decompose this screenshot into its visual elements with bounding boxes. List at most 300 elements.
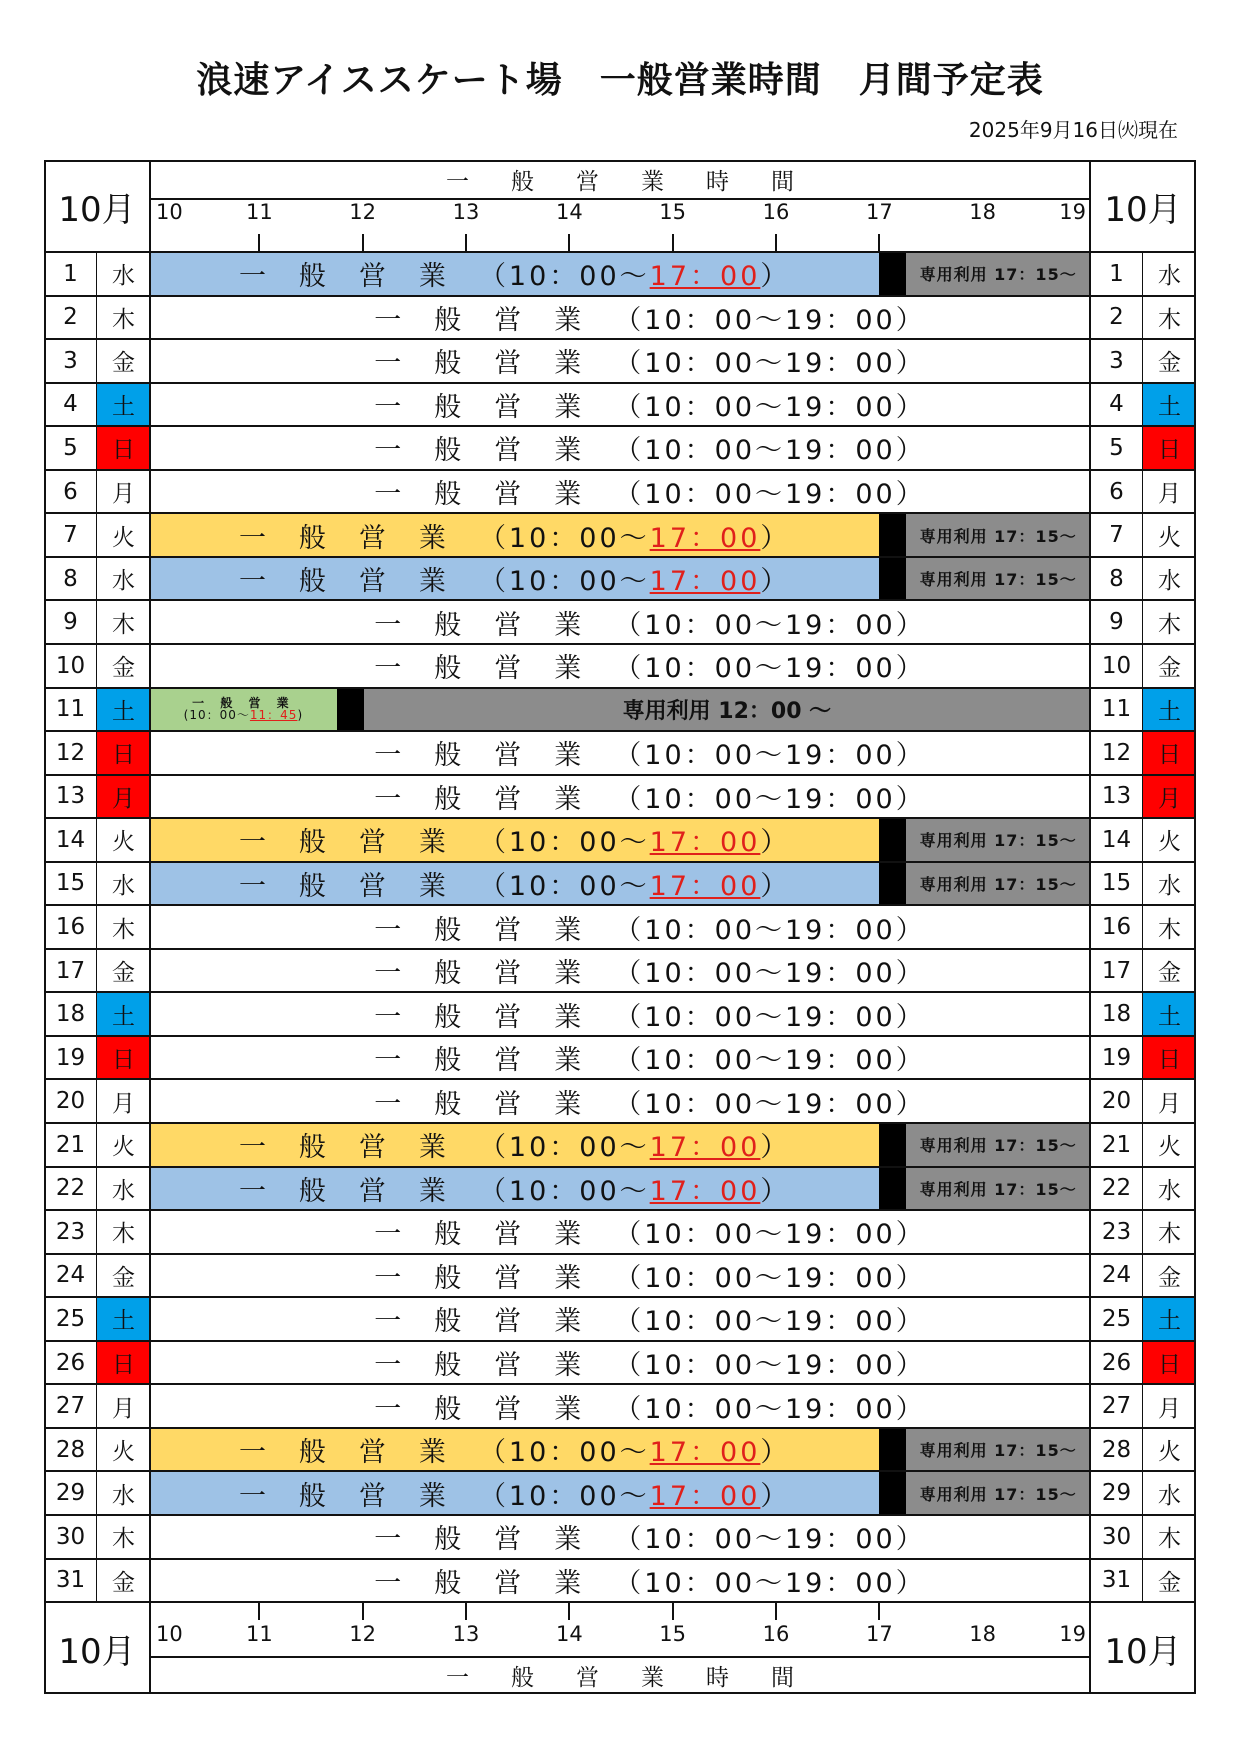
row-rule: [44, 774, 1196, 776]
general-hours: [150, 339, 1090, 383]
weekday: 日: [97, 731, 150, 775]
hours-text: （10：00～19：00）: [614, 1306, 926, 1338]
row-rule: [44, 1253, 1196, 1255]
hours-text: （10：00～19：00）: [614, 1350, 926, 1382]
footer-tick: [465, 1602, 467, 1620]
private-label: 専用利用 17：15～: [919, 265, 1077, 285]
row-rule: [44, 599, 1196, 601]
day-number-right: 4: [1109, 391, 1124, 418]
private-label: 専用利用 12：00 ～: [622, 698, 832, 724]
general-hours: [150, 600, 1090, 644]
header-month-left: 10月: [58, 189, 136, 230]
hours-text-end: ）: [760, 1480, 791, 1512]
general-label: 一 般 営 業: [374, 914, 615, 946]
row-rule: [44, 1470, 1196, 1472]
closed-gap: [879, 1428, 906, 1472]
day-row: [44, 818, 1196, 862]
day-row: [44, 339, 1196, 383]
row-rule: [44, 425, 1196, 427]
hours-text: （10：00～: [478, 870, 650, 902]
day-row: [44, 1341, 1196, 1385]
footer-hour-label: 13: [452, 1622, 480, 1647]
footer-tick: [258, 1602, 260, 1620]
closed-gap: [879, 513, 906, 557]
hours-text: （10：00～: [478, 261, 650, 293]
day-number: 5: [63, 434, 78, 461]
hours-text: （10：00～: [478, 1132, 650, 1164]
weekday: 金: [112, 1569, 135, 1596]
day-row: [44, 470, 1196, 514]
hours-text: （10：00～19：00）: [614, 1262, 926, 1294]
general-hours: [150, 1254, 1090, 1298]
day-number: 28: [55, 1436, 86, 1463]
day-row: [44, 1036, 1196, 1080]
private-label: 専用利用 17：15～: [919, 1179, 1077, 1199]
weekday-right: 木: [1158, 1526, 1181, 1553]
general-label: 一 般 営 業: [192, 695, 295, 710]
close-time: 17：00: [649, 827, 761, 859]
header-hour-label: 14: [555, 200, 583, 224]
closed-gap: [879, 1167, 906, 1211]
footer-tick: [878, 1602, 880, 1620]
day-number-right: 7: [1109, 522, 1124, 549]
hours-text: （10：00～: [478, 827, 650, 859]
header-hour-label: 15: [659, 200, 687, 224]
day-number-right: 1: [1109, 260, 1124, 287]
general-hours: [150, 557, 879, 601]
day-number: 11: [55, 696, 86, 723]
hours-text: （10：00～: [478, 566, 650, 598]
day-number-right: 18: [1101, 1001, 1132, 1028]
day-row: [44, 1428, 1196, 1472]
day-number-right: 6: [1109, 478, 1124, 505]
day-row: [44, 1079, 1196, 1123]
day-row: [44, 1384, 1196, 1428]
schedule-table: [44, 160, 1196, 1689]
day-number: 26: [55, 1349, 86, 1376]
general-label: 一 般 営 業: [238, 870, 479, 902]
close-time: 17：00: [649, 566, 761, 598]
header-tick: [672, 234, 674, 252]
weekday: 水: [112, 263, 135, 290]
header-tick: [362, 234, 364, 252]
day-number-right: 9: [1109, 609, 1124, 636]
weekday: 金: [112, 1264, 135, 1291]
day-row: [44, 1254, 1196, 1298]
weekday-right: 水: [1158, 1177, 1181, 1204]
border-top: [44, 160, 1196, 162]
day-number: 12: [55, 739, 86, 766]
general-label: 一 般 営 業: [238, 1480, 479, 1512]
day-row: [44, 1123, 1196, 1167]
hours-text-end: ）: [760, 827, 791, 859]
hours-text: （10：00～19：00）: [614, 479, 926, 511]
day-number-right: 8: [1109, 565, 1124, 592]
day-row: [44, 252, 1196, 296]
general-label: 一 般 営 業: [374, 435, 615, 467]
general-hours: [150, 1341, 1090, 1385]
general-hours: [150, 1123, 879, 1167]
general-hours: [150, 688, 337, 732]
general-label: 一 般 営 業: [238, 566, 479, 598]
sep-right-block: [1089, 160, 1091, 1694]
day-number-right: 25: [1101, 1305, 1132, 1332]
weekday: 月: [112, 1395, 135, 1422]
weekday-right: 木: [1158, 611, 1181, 638]
general-label: 一 般 営 業: [374, 1262, 615, 1294]
weekday: 日: [97, 1341, 150, 1385]
hours-text: （10：00～19：00）: [614, 1393, 926, 1425]
private-label: 専用利用 17：15～: [919, 831, 1077, 851]
day-row: [44, 1210, 1196, 1254]
border-left: [44, 160, 46, 1694]
general-hours: [150, 1515, 1090, 1559]
row-rule: [44, 1558, 1196, 1560]
hours-text: （10：00～: [478, 1480, 650, 1512]
footer-title: 一般営業時間: [446, 1664, 836, 1691]
general-label: 一 般 営 業: [238, 827, 479, 859]
hours-text: （10：00～19：00）: [614, 783, 926, 815]
footer-tick: [362, 1602, 364, 1620]
general-hours: [150, 775, 1090, 819]
weekday: 土: [97, 688, 150, 732]
general-hours: [150, 1297, 1090, 1341]
row-rule: [44, 556, 1196, 558]
row-rule: [44, 1340, 1196, 1342]
footer-month-left: 10月: [58, 1631, 136, 1672]
weekday-right: 土: [1143, 383, 1196, 427]
day-row: [44, 731, 1196, 775]
sep-left-block: [149, 160, 151, 1694]
hours-open: (10：00～: [183, 708, 250, 723]
day-number: 4: [63, 391, 78, 418]
general-hours: [150, 949, 1090, 993]
day-number: 21: [55, 1131, 86, 1158]
day-number-right: 27: [1101, 1393, 1132, 1420]
footer-tick: [775, 1602, 777, 1620]
weekday-right: 月: [1158, 481, 1181, 508]
weekday: 日: [97, 426, 150, 470]
general-hours: [150, 426, 1090, 470]
header-tick: [775, 234, 777, 252]
footer-hour-label: 12: [349, 1622, 377, 1647]
row-rule: [44, 687, 1196, 689]
general-hours: [150, 731, 1090, 775]
weekday-right: 木: [1158, 916, 1181, 943]
header-tick: [568, 234, 570, 252]
hours-text: （10：00～19：00）: [614, 304, 926, 336]
hours-text: （10：00～: [478, 1437, 650, 1469]
general-label: 一 般 営 業: [374, 1088, 615, 1120]
private-label: 専用利用 17：15～: [919, 1441, 1077, 1461]
day-number-right: 3: [1109, 347, 1124, 374]
day-number: 8: [63, 565, 78, 592]
day-number-right: 16: [1101, 914, 1132, 941]
weekday-right: 火: [1158, 829, 1181, 856]
day-row: [44, 383, 1196, 427]
private-label: 専用利用 17：15～: [919, 1484, 1077, 1504]
general-hours: [150, 992, 1090, 1036]
header-hour-label: 19: [1059, 200, 1086, 224]
border-right: [1194, 160, 1196, 1694]
row-rule: [44, 1209, 1196, 1211]
day-number-right: 19: [1101, 1044, 1132, 1071]
day-row: [44, 992, 1196, 1036]
day-number-right: 22: [1101, 1175, 1132, 1202]
weekday-right: 水: [1158, 1482, 1181, 1509]
weekday: 火: [112, 524, 135, 551]
row-rule: [44, 1166, 1196, 1168]
hours-text-end: ）: [760, 566, 791, 598]
footer-month-right: 10月: [1104, 1631, 1182, 1672]
general-label: 一 般 営 業: [374, 1045, 615, 1077]
hours-text: （10：00～19：00）: [614, 391, 926, 423]
hours-text-end: ）: [760, 522, 791, 554]
row-rule: [44, 948, 1196, 950]
general-hours: [150, 513, 879, 557]
general-label: 一 般 営 業: [374, 348, 615, 380]
weekday: 土: [97, 992, 150, 1036]
private-use: [906, 557, 1090, 601]
row-rule: [44, 469, 1196, 471]
weekday-right: 月: [1158, 1090, 1181, 1117]
header-hour-label: 13: [452, 200, 480, 224]
day-row: [44, 426, 1196, 470]
day-row: [44, 644, 1196, 688]
weekday: 木: [112, 916, 135, 943]
close-time: 11：45: [249, 708, 298, 723]
general-label: 一 般 営 業: [238, 1132, 479, 1164]
day-number: 9: [63, 609, 78, 636]
footer-hour-label: 16: [762, 1622, 790, 1647]
day-number-right: 5: [1109, 434, 1124, 461]
hours-text: （10：00～19：00）: [614, 958, 926, 990]
general-label: 一 般 営 業: [374, 1219, 615, 1251]
weekday-right: 木: [1158, 306, 1181, 333]
day-number-right: 28: [1101, 1436, 1132, 1463]
weekday: 木: [112, 1221, 135, 1248]
day-number-right: 17: [1101, 957, 1132, 984]
weekday-right: 日: [1143, 1341, 1196, 1385]
day-number: 18: [55, 1001, 86, 1028]
hours-text: （10：00～19：00）: [614, 1088, 926, 1120]
day-number: 2: [63, 304, 78, 331]
day-row: [44, 1167, 1196, 1211]
day-number-right: 11: [1101, 696, 1132, 723]
closed-gap: [879, 1123, 906, 1167]
day-number-right: 30: [1101, 1523, 1132, 1550]
day-row: [44, 513, 1196, 557]
header-tick: [465, 234, 467, 252]
sep-left-day: [96, 252, 97, 1602]
private-use: [364, 688, 1090, 732]
day-number: 31: [55, 1567, 86, 1594]
footer-hour-label: 19: [1059, 1622, 1086, 1647]
header-hour-label: 11: [245, 200, 273, 224]
weekday: 水: [112, 872, 135, 899]
weekday: 木: [112, 306, 135, 333]
hours-text: （10：00～19：00）: [614, 1001, 926, 1033]
close-time: 17：00: [649, 522, 761, 554]
weekday: 木: [112, 611, 135, 638]
day-row: [44, 296, 1196, 340]
weekday-right: 火: [1158, 1439, 1181, 1466]
day-row: [44, 862, 1196, 906]
weekday-right: 月: [1158, 1395, 1181, 1422]
general-hours: [150, 1471, 879, 1515]
footer-hour-label: 10: [156, 1622, 183, 1647]
hours-text: （10：00～19：00）: [614, 1567, 926, 1599]
day-row: [44, 1297, 1196, 1341]
weekday: 火: [112, 1134, 135, 1161]
weekday-right: 日: [1143, 426, 1196, 470]
day-number-right: 14: [1101, 826, 1132, 853]
day-row: [44, 688, 1196, 732]
closed-gap: [879, 557, 906, 601]
general-hours: [150, 470, 1090, 514]
day-number: 19: [55, 1044, 86, 1071]
day-number: 1: [63, 260, 78, 287]
weekday: 金: [112, 655, 135, 682]
row-rule: [44, 1296, 1196, 1298]
closed-gap: [879, 818, 906, 862]
weekday-right: 月: [1143, 775, 1196, 819]
hours-text-end: ）: [760, 1175, 791, 1207]
footer-tick: [672, 1602, 674, 1620]
hours-text: （10：00～19：00）: [614, 435, 926, 467]
row-rule: [44, 382, 1196, 384]
closed-gap: [879, 252, 906, 296]
day-row: [44, 949, 1196, 993]
weekday: 水: [112, 1482, 135, 1509]
day-number: 14: [55, 826, 86, 853]
row-rule: [44, 730, 1196, 732]
day-number: 30: [55, 1523, 86, 1550]
weekday-right: 金: [1158, 1264, 1181, 1291]
general-hours: [150, 296, 1090, 340]
hours-end: ): [297, 708, 304, 723]
footer-tick: [568, 1602, 570, 1620]
private-use: [906, 1167, 1090, 1211]
general-label: 一 般 営 業: [374, 740, 615, 772]
weekday-right: 水: [1158, 872, 1181, 899]
private-label: 専用利用 17：15～: [919, 874, 1077, 894]
footer-hour-label: 17: [865, 1622, 893, 1647]
hours-text: （10：00～19：00）: [614, 1045, 926, 1077]
hours-text: （10：00～19：00）: [614, 653, 926, 685]
general-hours: [150, 1559, 1090, 1603]
closed-gap: [337, 688, 364, 732]
weekday: 日: [97, 1036, 150, 1080]
general-label: 一 般 営 業: [374, 609, 615, 641]
weekday-right: 火: [1158, 524, 1181, 551]
day-row: [44, 775, 1196, 819]
day-number: 15: [55, 870, 86, 897]
day-number-right: 10: [1101, 652, 1132, 679]
day-number-right: 23: [1101, 1218, 1132, 1245]
general-hours: [150, 1167, 879, 1211]
hours-text-end: ）: [760, 1437, 791, 1469]
weekday: 水: [112, 568, 135, 595]
row-rule: [44, 1122, 1196, 1124]
private-use: [906, 1123, 1090, 1167]
row-rule: [44, 1514, 1196, 1516]
weekday: 水: [112, 1177, 135, 1204]
day-number: 27: [55, 1393, 86, 1420]
weekday: 土: [97, 1297, 150, 1341]
weekday-right: 金: [1158, 655, 1181, 682]
day-number-right: 2: [1109, 304, 1124, 331]
header-hour-label: 18: [969, 200, 997, 224]
hours-text: （10：00～19：00）: [614, 740, 926, 772]
day-number-right: 31: [1101, 1567, 1132, 1594]
row-rule: [44, 991, 1196, 993]
hours-text: （10：00～19：00）: [614, 1219, 926, 1251]
private-use: [906, 862, 1090, 906]
closed-gap: [879, 862, 906, 906]
weekday-right: 日: [1143, 1036, 1196, 1080]
hours-text-end: ）: [760, 870, 791, 902]
close-time: 17：00: [649, 1175, 761, 1207]
row-rule: [44, 251, 1196, 253]
closed-gap: [879, 1471, 906, 1515]
weekday-right: 木: [1158, 1221, 1181, 1248]
day-number: 6: [63, 478, 78, 505]
day-number-right: 26: [1101, 1349, 1132, 1376]
hours-text: （10：00～: [478, 522, 650, 554]
weekday: 木: [112, 1526, 135, 1553]
header-tick: [258, 234, 260, 252]
row-rule: [44, 904, 1196, 906]
hours-text-end: ）: [760, 261, 791, 293]
day-number-right: 20: [1101, 1088, 1132, 1115]
weekday-right: 水: [1158, 568, 1181, 595]
hours-text: （10：00～19：00）: [614, 609, 926, 641]
general-label: 一 般 営 業: [374, 391, 615, 423]
as-of-date: 2025年9月16日㈫現在: [968, 118, 1178, 142]
private-use: [906, 1471, 1090, 1515]
footer-hour-label: 11: [245, 1622, 273, 1647]
day-number-right: 21: [1101, 1131, 1132, 1158]
private-use: [906, 513, 1090, 557]
private-label: 専用利用 17：15～: [919, 570, 1077, 590]
weekday: 金: [112, 960, 135, 987]
general-hours: [150, 252, 879, 296]
border-bottom: [44, 1692, 1196, 1694]
day-row: [44, 1559, 1196, 1603]
hours-text-end: ）: [760, 1132, 791, 1164]
weekday-right: 金: [1158, 350, 1181, 377]
header-title: 一般営業時間: [446, 168, 836, 195]
row-rule: [44, 1601, 1196, 1603]
day-number: 20: [55, 1088, 86, 1115]
hours-text: （10：00～19：00）: [614, 348, 926, 380]
weekday: 火: [112, 1439, 135, 1466]
footer-hour-label: 15: [659, 1622, 687, 1647]
day-number: 3: [63, 347, 78, 374]
header-tick: [878, 234, 880, 252]
row-rule: [44, 643, 1196, 645]
close-time: 17：00: [649, 261, 761, 293]
day-number: 29: [55, 1480, 86, 1507]
weekday: 火: [112, 829, 135, 856]
day-number: 10: [55, 652, 86, 679]
row-rule: [44, 295, 1196, 297]
private-label: 専用利用 17：15～: [919, 1136, 1077, 1156]
row-rule: [44, 1427, 1196, 1429]
general-hours: [150, 1428, 879, 1472]
row-rule: [44, 1035, 1196, 1037]
